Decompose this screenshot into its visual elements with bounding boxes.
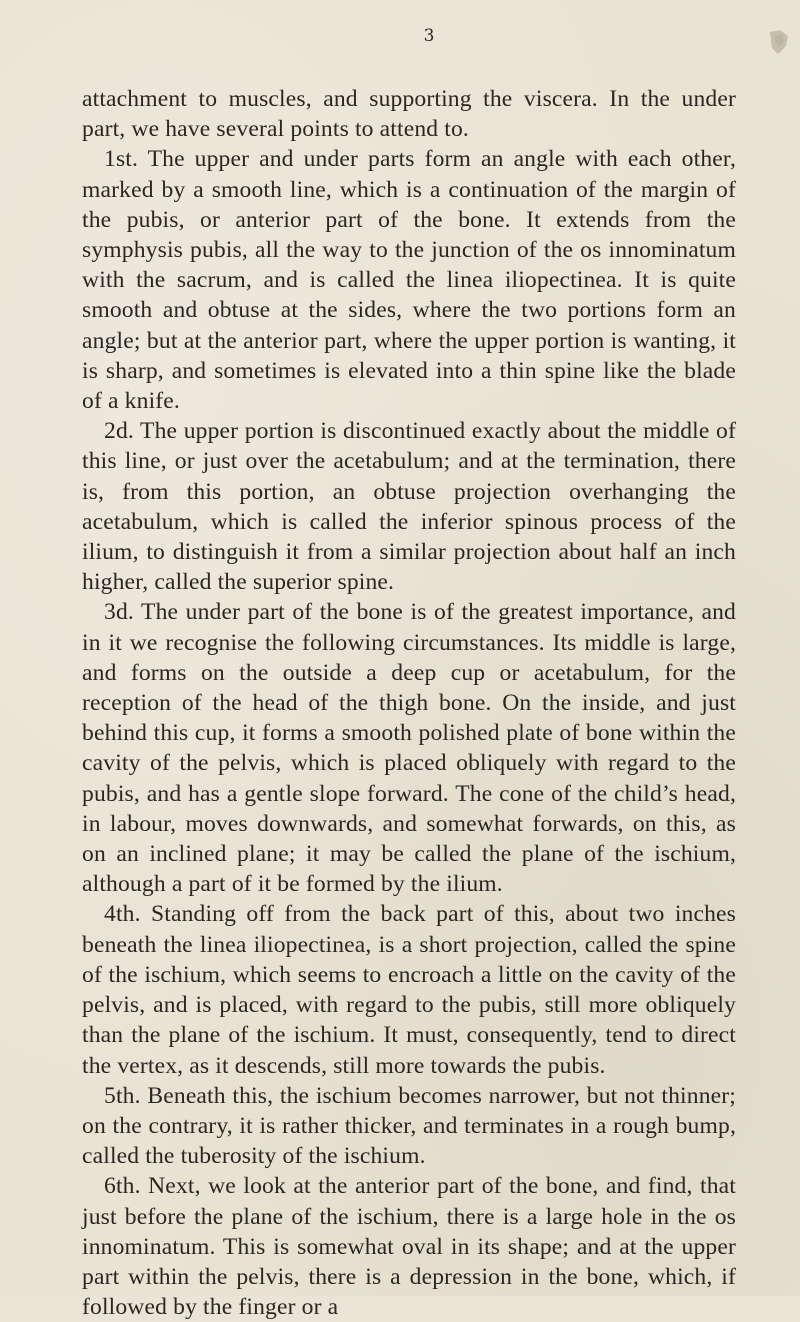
paper-stain-icon	[766, 28, 792, 58]
paragraph-sixth: 6th. Next, we look at the anterior part of the bone, and find, that just before the plane of the ischium, there is a large hole in the os innominatum. This is somewhat oval in its shape; and at the upper part within the pelvis, there is a depression in the bone, which, if followed by the finger or a	[82, 1173, 736, 1321]
paragraph-fifth: 5th. Beneath this, the ischium becomes narrower, but not thinner; on the contrary, it is rather thicker, and terminates in a rough bump, called the tuberosity of the ischium.	[82, 1082, 736, 1170]
paragraph-fourth: 4th. Standing off from the back part of this, about two inches beneath the linea iliopectinea, is a short projection, called the spine of the ischium, which seems to encroach a little on the cavity of the pelvis, and is placed, with regard to the pubis, still more obliquely than the plane of the ischium. It must, consequently, tend to direct the vertex, as it descends, still more towards the pubis.	[82, 901, 736, 1079]
body-text	[82, 84, 736, 1322]
page-number: 3	[423, 26, 435, 46]
paragraph-second: 2d. The upper portion is discontinued exactly about the middle of this line, or just over the acetabulum; and at the termination, there is, from this portion, an obtuse projection overhanging the acetabulum, which is called the inferior spinous process of the ilium, to distinguish it from a similar projection about half an inch higher, called the superior spine.	[82, 418, 736, 596]
paragraph-third: 3d. The under part of the bone is of the greatest importance, and in it we recognise the following circumstances. Its middle is large, and forms on the outside a deep cup or acetabulum, for the reception of the head of the thigh bone. On the inside, and just behind this cup, it forms a smooth polished plate of bone within the cavity of the pelvis, which is placed obliquely with regard to the pubis, and has a gentle slope forward. The cone of the child’s head, in labour, moves downwards, and somewhat forwards, on this, as on an inclined plane; it may be called the plane of the ischium, although a part of it be formed by the ilium.	[82, 599, 736, 898]
paragraph-continuation: attachment to muscles, and supporting the viscera. In the under part, we have several points to attend to.	[82, 86, 736, 143]
paragraph-first: 1st. The upper and under parts form an angle with each other, marked by a smooth line, which is a continuation of the margin of the pubis, or anterior part of the bone. It extends from the symphysis pubis, all the way to the junction of the os innominatum with the sacrum, and is called the linea iliopectinea. It is quite smooth and obtuse at the sides, where the two portions form an angle; but at the anterior part, where the upper portion is wanting, it is sharp, and sometimes is elevated into a thin spine like the blade of a knife.	[82, 146, 736, 415]
